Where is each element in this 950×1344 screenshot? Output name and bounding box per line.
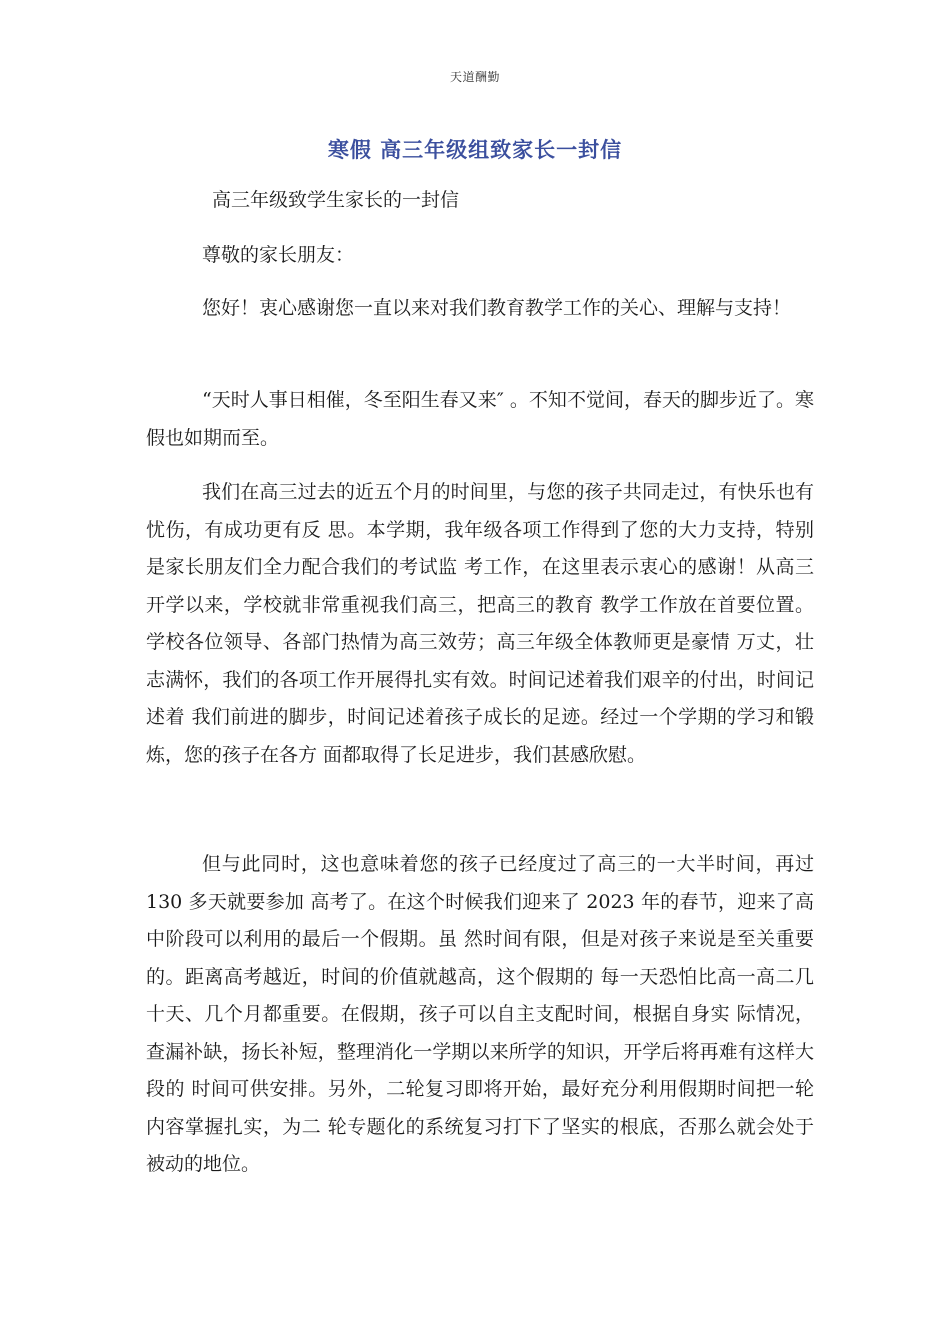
document-title: 寒假 高三年级组致家长一封信 <box>327 138 623 162</box>
paragraph-thanks: 您好！衷心感谢您一直以来对我们教育教学工作的关心、理解与支持！ <box>202 297 792 319</box>
page-header: 天道酬勤 <box>449 70 500 84</box>
paragraph-semester-review: 我们在高三过去的近五个月的时间里，与您的孩子共同走过，有快乐也有忧伤，有成功更有反 思。本学期，我年级各项工作得到了您的大力支持，特别是家长朋友们全力配合我们的考试监 考工作，在这里表示衷心的感谢！从高三开学以来，学校就非常重视我们高三，把高三的教育 教学工作放在首要位置。学校各位领导、各部门热情为高三效劳；高三年级全体教师更是豪情 万丈，壮志满怀，我们的各项工作开展得扎实有效。时间记述着我们艰辛的付出，时间记述着 我们前进的脚步，时间记述着孩子成长的足迹。经过一个学期的学习和锻炼，您的孩子在各方 面都取得了长足进步，我们甚感欣慰。 <box>146 481 814 766</box>
document-subtitle: 高三年级致学生家长的一封信 <box>212 189 460 211</box>
paragraph-holiday-advice: 但与此同时，这也意味着您的孩子已经度过了高三的一大半时间，再过 130 多天就要参加 高考了。在这个时候我们迎来了 2023 年的春节，迎来了高中阶段可以利用的最后一个假期。虽 然时间有限，但是对孩子来说是至关重要的。距离高考越近，时间的价值就越高，这个假期的 每一天恐怕比高一高二几十天、几个月都重要。在假期，孩子可以自主支配时间，根据自身实 际情况，查漏补缺，扬长补短，整理消化一学期以来所学的知识，开学后将再难有这样大段的 时间可供安排。另外，二轮复习即将开始，最好充分利用假期时间把一轮内容掌握扎实，为二 轮专题化的系统复习打下了坚实的根底，否那么就会处于被动的地位。 <box>146 853 814 1175</box>
paragraph-poem: “天时人事日相催，冬至阳生春又来″ 。不知不觉间，春天的脚步近了。寒假也如期而至。 <box>146 389 814 449</box>
salutation: 尊敬的家长朋友： <box>202 244 355 266</box>
